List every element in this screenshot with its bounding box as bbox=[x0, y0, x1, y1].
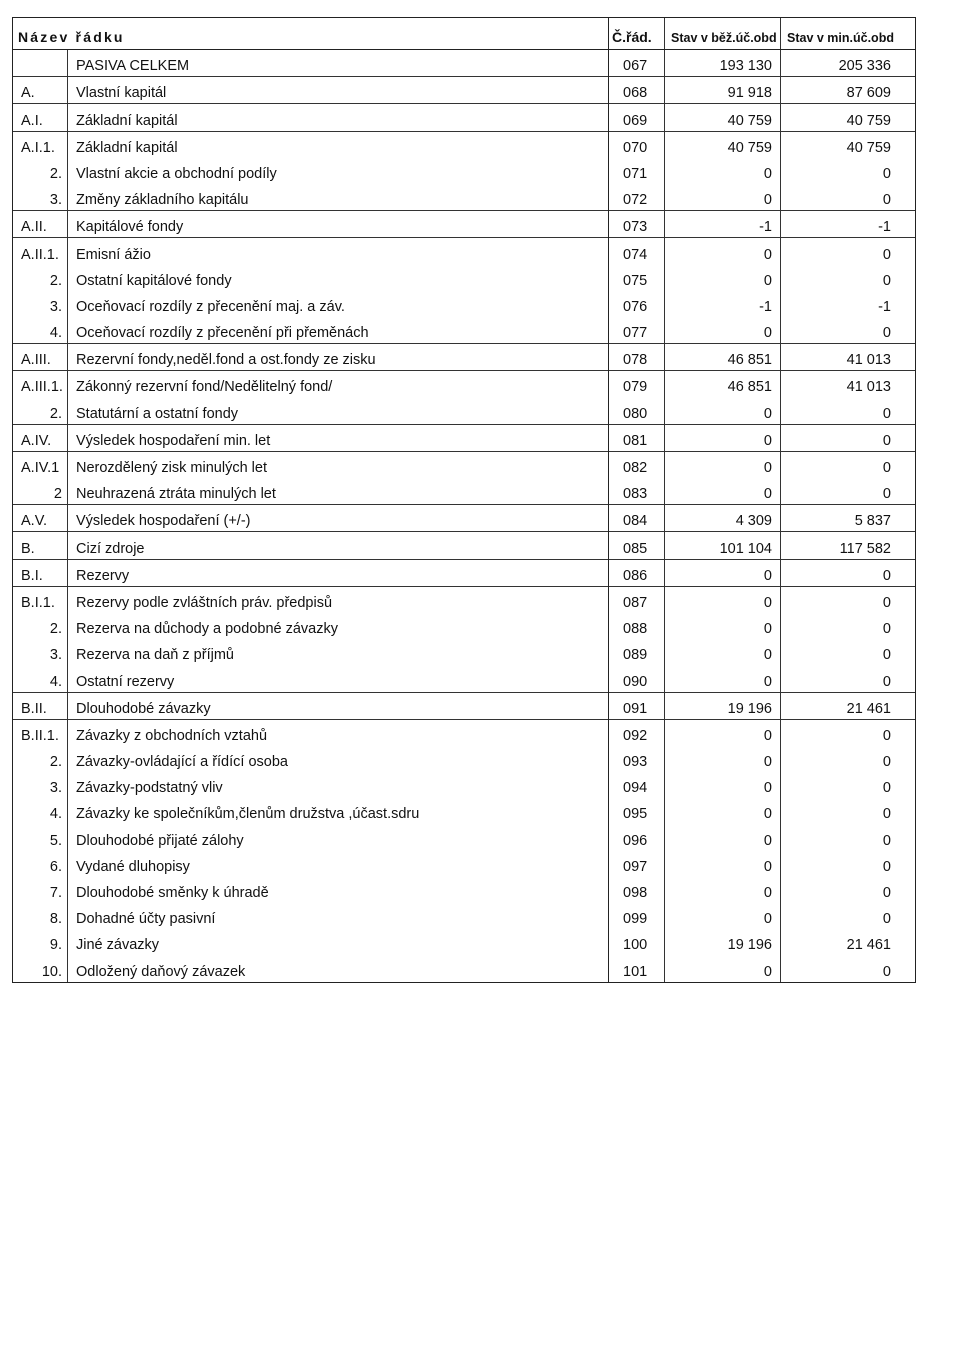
previous-period-value: 205 336 bbox=[781, 50, 916, 77]
row-number: 078 bbox=[609, 344, 665, 371]
previous-period-value: 0 bbox=[781, 665, 916, 692]
row-code: A.I.1. bbox=[13, 131, 68, 158]
row-code: B.II.1. bbox=[13, 719, 68, 746]
table-row bbox=[13, 692, 916, 719]
current-period-value: 0 bbox=[665, 824, 781, 850]
previous-period-value: 0 bbox=[781, 639, 916, 665]
column-header-current-period: Stav v běž.úč.obd bbox=[665, 18, 781, 50]
table-row bbox=[13, 344, 916, 371]
row-number: 084 bbox=[609, 505, 665, 532]
row-code: A.IV. bbox=[13, 424, 68, 451]
current-period-value: 0 bbox=[665, 746, 781, 772]
current-period-value: 19 196 bbox=[665, 692, 781, 719]
row-number: 075 bbox=[609, 265, 665, 291]
row-name: Dlouhodobé závazky bbox=[68, 692, 609, 719]
row-number: 089 bbox=[609, 639, 665, 665]
previous-period-value: 0 bbox=[781, 451, 916, 478]
current-period-value: 46 851 bbox=[665, 344, 781, 371]
table-row bbox=[13, 131, 916, 158]
row-number: 069 bbox=[609, 104, 665, 131]
table-row bbox=[13, 451, 916, 478]
current-period-value: 0 bbox=[665, 451, 781, 478]
table-row bbox=[13, 505, 916, 532]
table-row bbox=[13, 77, 916, 104]
current-period-value: 0 bbox=[665, 424, 781, 451]
previous-period-value: 0 bbox=[781, 184, 916, 211]
current-period-value: 0 bbox=[665, 613, 781, 639]
previous-period-value: 0 bbox=[781, 586, 916, 613]
row-name: Dohadné účty pasivní bbox=[68, 903, 609, 929]
row-code: 2 bbox=[13, 478, 68, 505]
previous-period-value: 0 bbox=[781, 877, 916, 903]
current-period-value: 0 bbox=[665, 586, 781, 613]
previous-period-value: 40 759 bbox=[781, 104, 916, 131]
row-code: B. bbox=[13, 532, 68, 559]
row-code: A.I. bbox=[13, 104, 68, 131]
row-number: 070 bbox=[609, 131, 665, 158]
current-period-value: 40 759 bbox=[665, 131, 781, 158]
row-number: 085 bbox=[609, 532, 665, 559]
row-name: Cizí zdroje bbox=[68, 532, 609, 559]
previous-period-value: 40 759 bbox=[781, 131, 916, 158]
column-header-name: Název řádku bbox=[13, 18, 609, 50]
row-number: 095 bbox=[609, 798, 665, 824]
row-name: Emisní ážio bbox=[68, 238, 609, 265]
row-name: Základní kapitál bbox=[68, 104, 609, 131]
row-number: 067 bbox=[609, 50, 665, 77]
row-code: B.I.1. bbox=[13, 586, 68, 613]
current-period-value: 91 918 bbox=[665, 77, 781, 104]
row-name: Vlastní kapitál bbox=[68, 77, 609, 104]
row-name: Ostatní rezervy bbox=[68, 665, 609, 692]
row-number: 068 bbox=[609, 77, 665, 104]
balance-sheet-liabilities bbox=[12, 17, 915, 983]
current-period-value: 101 104 bbox=[665, 532, 781, 559]
row-number: 086 bbox=[609, 559, 665, 586]
row-code: 4. bbox=[13, 665, 68, 692]
previous-period-value: 0 bbox=[781, 559, 916, 586]
row-number: 091 bbox=[609, 692, 665, 719]
previous-period-value: 0 bbox=[781, 317, 916, 344]
current-period-value: 4 309 bbox=[665, 505, 781, 532]
row-number: 083 bbox=[609, 478, 665, 505]
table-row bbox=[13, 955, 916, 982]
row-name: Rezervy bbox=[68, 559, 609, 586]
row-name: Základní kapitál bbox=[68, 131, 609, 158]
previous-period-value: 87 609 bbox=[781, 77, 916, 104]
table-row bbox=[13, 371, 916, 398]
current-period-value: 40 759 bbox=[665, 104, 781, 131]
table-row bbox=[13, 851, 916, 877]
current-period-value: 0 bbox=[665, 851, 781, 877]
current-period-value: 19 196 bbox=[665, 929, 781, 955]
row-code: 2. bbox=[13, 265, 68, 291]
current-period-value: 193 130 bbox=[665, 50, 781, 77]
row-name: Závazky-podstatný vliv bbox=[68, 772, 609, 798]
current-period-value: 0 bbox=[665, 559, 781, 586]
row-code bbox=[13, 50, 68, 77]
row-code: 6. bbox=[13, 851, 68, 877]
row-number: 097 bbox=[609, 851, 665, 877]
previous-period-value: 0 bbox=[781, 719, 916, 746]
row-code: 2. bbox=[13, 158, 68, 184]
row-number: 080 bbox=[609, 397, 665, 424]
row-code: 2. bbox=[13, 397, 68, 424]
row-code: A.II.1. bbox=[13, 238, 68, 265]
previous-period-value: 0 bbox=[781, 613, 916, 639]
row-name: Závazky-ovládající a řídící osoba bbox=[68, 746, 609, 772]
row-number: 082 bbox=[609, 451, 665, 478]
row-number: 093 bbox=[609, 746, 665, 772]
current-period-value: 0 bbox=[665, 877, 781, 903]
table-row bbox=[13, 265, 916, 291]
table-row bbox=[13, 877, 916, 903]
row-number: 101 bbox=[609, 955, 665, 982]
row-number: 092 bbox=[609, 719, 665, 746]
row-code: A.IV.1 bbox=[13, 451, 68, 478]
row-name: Jiné závazky bbox=[68, 929, 609, 955]
current-period-value: 0 bbox=[665, 798, 781, 824]
current-period-value: 0 bbox=[665, 238, 781, 265]
column-header-previous-period: Stav v min.úč.obd bbox=[781, 18, 916, 50]
row-number: 088 bbox=[609, 613, 665, 639]
row-name: Oceňovací rozdíly z přecenění maj. a záv. bbox=[68, 291, 609, 317]
liabilities-table bbox=[12, 17, 916, 983]
previous-period-value: 21 461 bbox=[781, 692, 916, 719]
table-row bbox=[13, 184, 916, 211]
row-number: 096 bbox=[609, 824, 665, 850]
current-period-value: 0 bbox=[665, 955, 781, 982]
row-name: Vydané dluhopisy bbox=[68, 851, 609, 877]
row-name: Rezervní fondy,neděl.fond a ost.fondy ze zisku bbox=[68, 344, 609, 371]
row-name: Zákonný rezervní fond/Nedělitelný fond/ bbox=[68, 371, 609, 398]
row-code: A.II. bbox=[13, 211, 68, 238]
table-row bbox=[13, 586, 916, 613]
current-period-value: 0 bbox=[665, 265, 781, 291]
column-header-row-number: Č.řád. bbox=[609, 18, 665, 50]
row-number: 079 bbox=[609, 371, 665, 398]
table-row bbox=[13, 798, 916, 824]
current-period-value: -1 bbox=[665, 211, 781, 238]
row-name: Rezerva na důchody a podobné závazky bbox=[68, 613, 609, 639]
table-row bbox=[13, 746, 916, 772]
previous-period-value: 0 bbox=[781, 746, 916, 772]
row-code: 3. bbox=[13, 639, 68, 665]
current-period-value: 0 bbox=[665, 665, 781, 692]
table-row bbox=[13, 532, 916, 559]
previous-period-value: 0 bbox=[781, 798, 916, 824]
row-name: Závazky ke společníkům,členům družstva ,účast.sdru bbox=[68, 798, 609, 824]
current-period-value: 0 bbox=[665, 317, 781, 344]
row-code: A.III. bbox=[13, 344, 68, 371]
row-code: A.III.1. bbox=[13, 371, 68, 398]
table-row bbox=[13, 903, 916, 929]
row-name: Výsledek hospodaření min. let bbox=[68, 424, 609, 451]
row-name: Neuhrazená ztráta minulých let bbox=[68, 478, 609, 505]
header-row bbox=[13, 18, 916, 50]
row-name: PASIVA CELKEM bbox=[68, 50, 609, 77]
row-code: 7. bbox=[13, 877, 68, 903]
row-number: 100 bbox=[609, 929, 665, 955]
current-period-value: 0 bbox=[665, 158, 781, 184]
row-code: 2. bbox=[13, 746, 68, 772]
previous-period-value: 0 bbox=[781, 265, 916, 291]
row-code: 3. bbox=[13, 184, 68, 211]
previous-period-value: 0 bbox=[781, 851, 916, 877]
row-name: Ostatní kapitálové fondy bbox=[68, 265, 609, 291]
table-row bbox=[13, 104, 916, 131]
row-code: 9. bbox=[13, 929, 68, 955]
row-code: 3. bbox=[13, 291, 68, 317]
row-number: 087 bbox=[609, 586, 665, 613]
row-code: 5. bbox=[13, 824, 68, 850]
row-code: B.II. bbox=[13, 692, 68, 719]
row-name: Nerozdělený zisk minulých let bbox=[68, 451, 609, 478]
row-number: 071 bbox=[609, 158, 665, 184]
previous-period-value: -1 bbox=[781, 291, 916, 317]
table-row bbox=[13, 929, 916, 955]
current-period-value: 46 851 bbox=[665, 371, 781, 398]
row-number: 073 bbox=[609, 211, 665, 238]
previous-period-value: 5 837 bbox=[781, 505, 916, 532]
table-row bbox=[13, 478, 916, 505]
row-code: 10. bbox=[13, 955, 68, 982]
table-row bbox=[13, 238, 916, 265]
row-number: 099 bbox=[609, 903, 665, 929]
previous-period-value: 0 bbox=[781, 478, 916, 505]
table-row bbox=[13, 613, 916, 639]
current-period-value: 0 bbox=[665, 397, 781, 424]
table-row bbox=[13, 158, 916, 184]
current-period-value: 0 bbox=[665, 478, 781, 505]
table-row bbox=[13, 291, 916, 317]
table-row bbox=[13, 665, 916, 692]
table-row bbox=[13, 772, 916, 798]
row-number: 074 bbox=[609, 238, 665, 265]
current-period-value: 0 bbox=[665, 772, 781, 798]
previous-period-value: 0 bbox=[781, 424, 916, 451]
row-name: Změny základního kapitálu bbox=[68, 184, 609, 211]
row-name: Dlouhodobé směnky k úhradě bbox=[68, 877, 609, 903]
previous-period-value: 0 bbox=[781, 238, 916, 265]
current-period-value: 0 bbox=[665, 903, 781, 929]
row-code: 2. bbox=[13, 613, 68, 639]
row-code: B.I. bbox=[13, 559, 68, 586]
row-name: Vlastní akcie a obchodní podíly bbox=[68, 158, 609, 184]
table-row bbox=[13, 317, 916, 344]
table-row bbox=[13, 824, 916, 850]
previous-period-value: 41 013 bbox=[781, 371, 916, 398]
row-code: A. bbox=[13, 77, 68, 104]
previous-period-value: 0 bbox=[781, 824, 916, 850]
row-number: 076 bbox=[609, 291, 665, 317]
table-row bbox=[13, 211, 916, 238]
row-name: Rezervy podle zvláštních práv. předpisů bbox=[68, 586, 609, 613]
previous-period-value: 0 bbox=[781, 772, 916, 798]
current-period-value: 0 bbox=[665, 719, 781, 746]
row-number: 077 bbox=[609, 317, 665, 344]
previous-period-value: 0 bbox=[781, 903, 916, 929]
row-name: Kapitálové fondy bbox=[68, 211, 609, 238]
row-name: Oceňovací rozdíly z přecenění při přeměnách bbox=[68, 317, 609, 344]
row-number: 094 bbox=[609, 772, 665, 798]
row-code: 3. bbox=[13, 772, 68, 798]
row-code: A.V. bbox=[13, 505, 68, 532]
previous-period-value: 21 461 bbox=[781, 929, 916, 955]
row-name: Rezerva na daň z příjmů bbox=[68, 639, 609, 665]
previous-period-value: 117 582 bbox=[781, 532, 916, 559]
row-number: 090 bbox=[609, 665, 665, 692]
previous-period-value: 0 bbox=[781, 955, 916, 982]
table-row bbox=[13, 424, 916, 451]
row-number: 072 bbox=[609, 184, 665, 211]
row-number: 081 bbox=[609, 424, 665, 451]
table-row bbox=[13, 50, 916, 77]
table-row bbox=[13, 559, 916, 586]
row-code: 8. bbox=[13, 903, 68, 929]
current-period-value: 0 bbox=[665, 184, 781, 211]
table-row bbox=[13, 639, 916, 665]
row-name: Statutární a ostatní fondy bbox=[68, 397, 609, 424]
previous-period-value: -1 bbox=[781, 211, 916, 238]
table-row bbox=[13, 719, 916, 746]
current-period-value: -1 bbox=[665, 291, 781, 317]
row-name: Výsledek hospodaření (+/-) bbox=[68, 505, 609, 532]
table-body bbox=[13, 50, 916, 983]
row-name: Dlouhodobé přijaté zálohy bbox=[68, 824, 609, 850]
row-code: 4. bbox=[13, 317, 68, 344]
previous-period-value: 0 bbox=[781, 158, 916, 184]
row-name: Závazky z obchodních vztahů bbox=[68, 719, 609, 746]
previous-period-value: 0 bbox=[781, 397, 916, 424]
row-code: 4. bbox=[13, 798, 68, 824]
previous-period-value: 41 013 bbox=[781, 344, 916, 371]
row-name: Odložený daňový závazek bbox=[68, 955, 609, 982]
row-number: 098 bbox=[609, 877, 665, 903]
table-row bbox=[13, 397, 916, 424]
current-period-value: 0 bbox=[665, 639, 781, 665]
